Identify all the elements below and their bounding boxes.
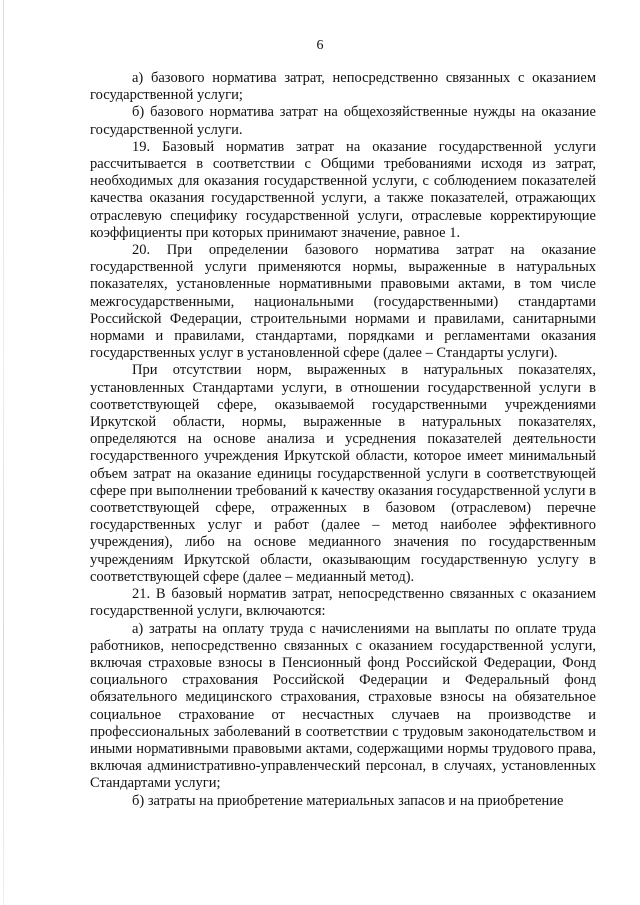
page-number: 6 [316, 38, 324, 53]
paragraph-a-base-norm: а) базового норматива затрат, непосредственно связанных с оказанием государственной услуги; [90, 70, 596, 104]
paragraph-20-continued: При отсутствии норм, выраженных в натуральных показателях, установленных Стандартами услуги, в отношении государственной услуги в соответствующей сфере, оказываемой государственными учреждениями Иркутской области, нормы, выраженные в натуральных показателях, определяются на основе анализа и усреднения показателей деятельности государственного учреждения Иркутской области, которое имеет минимальный объем затрат на оказание единицы государственной услуги в соответствующей сфере при выполнении требований к качеству оказания государственной услуги в соответствующей сфере, отраженных в базовом (отраслевом) перечне государственных услуг и работ (далее – метод наиболее эффективного учреждения), либо на основе медианного значения по государственным учреждениям Иркутской области, оказывающим государственную услугу в соответствующей сфере (далее – медианный метод). [90, 362, 596, 585]
paragraph-20: 20. При определении базового норматива затрат на оказание государственной услуги применяются нормы, выраженные в натуральных показателях, установленные нормативными правовыми актами, в том числе межгосударственными, национальными (государственными) стандартами Российской Федерации, строительными нормами и правилами, санитарными нормами и правилами, стандартами, порядками и регламентами оказания государственных услуг в установленной сфере (далее – Стандарты услуги). [90, 242, 596, 362]
paragraph-21: 21. В базовый норматив затрат, непосредственно связанных с оказанием государственной услуги, включаются: [90, 586, 596, 620]
scan-edge-line [3, 0, 4, 905]
paragraph-b-general-needs: б) базового норматива затрат на общехозяйственные нужды на оказание государственной услуги. [90, 104, 596, 138]
paragraph-21-a: а) затраты на оплату труда с начислениями на выплаты по оплате труда работников, непосредственно связанных с оказанием государственной услуги, включая страховые взносы в Пенсионный фонд Российской Федерации, Фонд социального страхования Российской Федерации и Федеральный фонд обязательного медицинского страхования, страховые взносы на обязательное социальное страхование от несчастных случаев на производстве и профессиональных заболеваний в соответствии с трудовым законодательством и иными нормативными правовыми актами, содержащими нормы трудового права, включая административно-управленческий персонал, в случаях, установленных Стандартами услуги; [90, 620, 596, 792]
paragraph-21-b: б) затраты на приобретение материальных запасов и на приобретение [132, 792, 564, 809]
paragraph-19: 19. Базовый норматив затрат на оказание государственной услуги рассчитывается в соответствии с Общими требованиями исходя из затрат, необходимых для оказания государственной услуги, с соблюдением показателей качества оказания государственной услуги, а также показателей, отражающих отраслевую специфику государственной услуги, отраслевые корректирующие коэффициенты при которых принимают значение, равное 1. [90, 138, 596, 241]
document-body [90, 70, 596, 810]
